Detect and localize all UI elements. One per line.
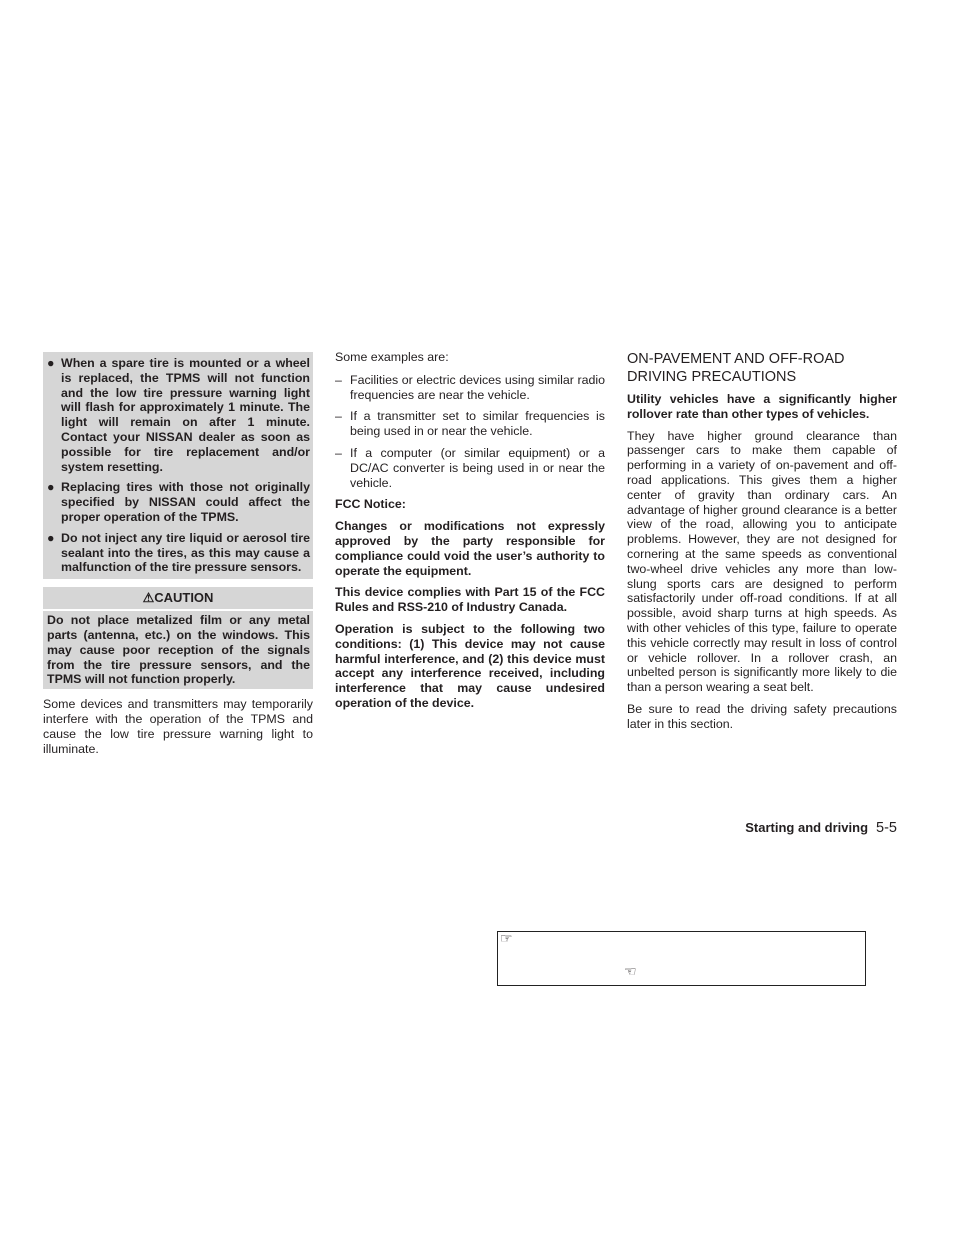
precautions-paragraph: They have higher ground clearance than passenger cars to make them capable of performing in a variety of on-pavement and off-road applications. This gives them a higher center of gravity than ordinary cars. An advantage of higher ground clearance is a better view of the road, allowing you to anticipate problems. However, they are not designed for cornering at the same speeds as conventional two-wheel drive vehicles any more than low-slung sports cars are designed to perform satisfactorily under off-road conditions. If at all possible, avoid sharp turns at high speeds. As with other vehicles of this type, failure to operate this vehicle correctly may result in loss of control or vehicle rollover. In a rollover crash, an unbelted person is significantly more likely to die than a person wearing a seat belt. [627,428,897,695]
pointing-hand-left-icon: ☜ [624,963,637,979]
examples-intro: Some examples are: [335,350,449,364]
rollover-warning: Utility vehicles have a significantly higher rollover rate than other types of vehicles. [627,392,897,421]
example-item: – Facilities or electric devices using similar radio frequencies are near the vehicle. [335,372,605,402]
bullet-icon: ● [47,356,55,370]
example-item: – If a computer (or similar equipment) or a DC/AC converter is being used in or near the vehicle. [335,445,605,490]
bullet-icon: ● [47,530,55,545]
left-column [43,352,313,763]
fcc-heading: FCC Notice: [335,497,406,512]
caution-text: Do not place metalized film or any metal parts (antenna, etc.) on the windows. This may cause poor reception of the signals from the tire pressure sensors, and the TPMS will not function properly. [43,611,313,689]
section-heading: ON-PAVEMENT AND OFF-ROAD DRIVING PRECAUTIONS [627,351,845,385]
bullet-icon: ● [47,480,55,495]
bullet-item: ● Replacing tires with those not originally specified by NISSAN could affect the proper operation of the TPMS. [47,480,310,524]
reference-box [497,931,866,986]
bullet-item: ● When a spare tire is mounted or a wheel is replaced, the TPMS will not function and the low tire pressure warning light will flash for approximately 1 minute. The light will remain on after 1 minute. Contact your NISSAN dealer as soon as possible for tire replacement and/or system resetting. [47,356,310,474]
fcc-paragraph: Changes or modifications not expressly approved by the party responsible for compliance could void the user’s authority to operate the equipment. [335,519,605,578]
middle-column [335,350,605,718]
caution-header: ⚠CAUTION [43,587,313,609]
bullet-item: ● Do not inject any tire liquid or aerosol tire sealant into the tires, as this may cause a malfunction of the tire pressure sensors. [47,530,310,575]
warning-triangle-icon: ⚠ [142,590,155,606]
precautions-paragraph: Be sure to read the driving safety precautions later in this section. [627,701,897,731]
pointing-hand-right-icon: ☞ [500,930,513,946]
tpms-interference-paragraph: Some devices and transmitters may temporarily interfere with the operation of the TPMS and cause the low tire pressure warning light to illuminate. [43,697,313,756]
fcc-paragraph: This device complies with Part 15 of the FCC Rules and RSS-210 of Industry Canada. [335,585,605,615]
warning-bullets-box [43,352,313,579]
fcc-paragraph: Operation is subject to the following two conditions: (1) This device may not cause harmful interference, and (2) this device must accept any interference received, including interference that may cause undesired operation of the device. [335,621,605,710]
page-footer: Starting and driving 5-5 [745,820,897,836]
right-column [627,350,897,739]
example-item: – If a transmitter set to similar frequencies is being used in or near the vehicle. [335,409,605,439]
